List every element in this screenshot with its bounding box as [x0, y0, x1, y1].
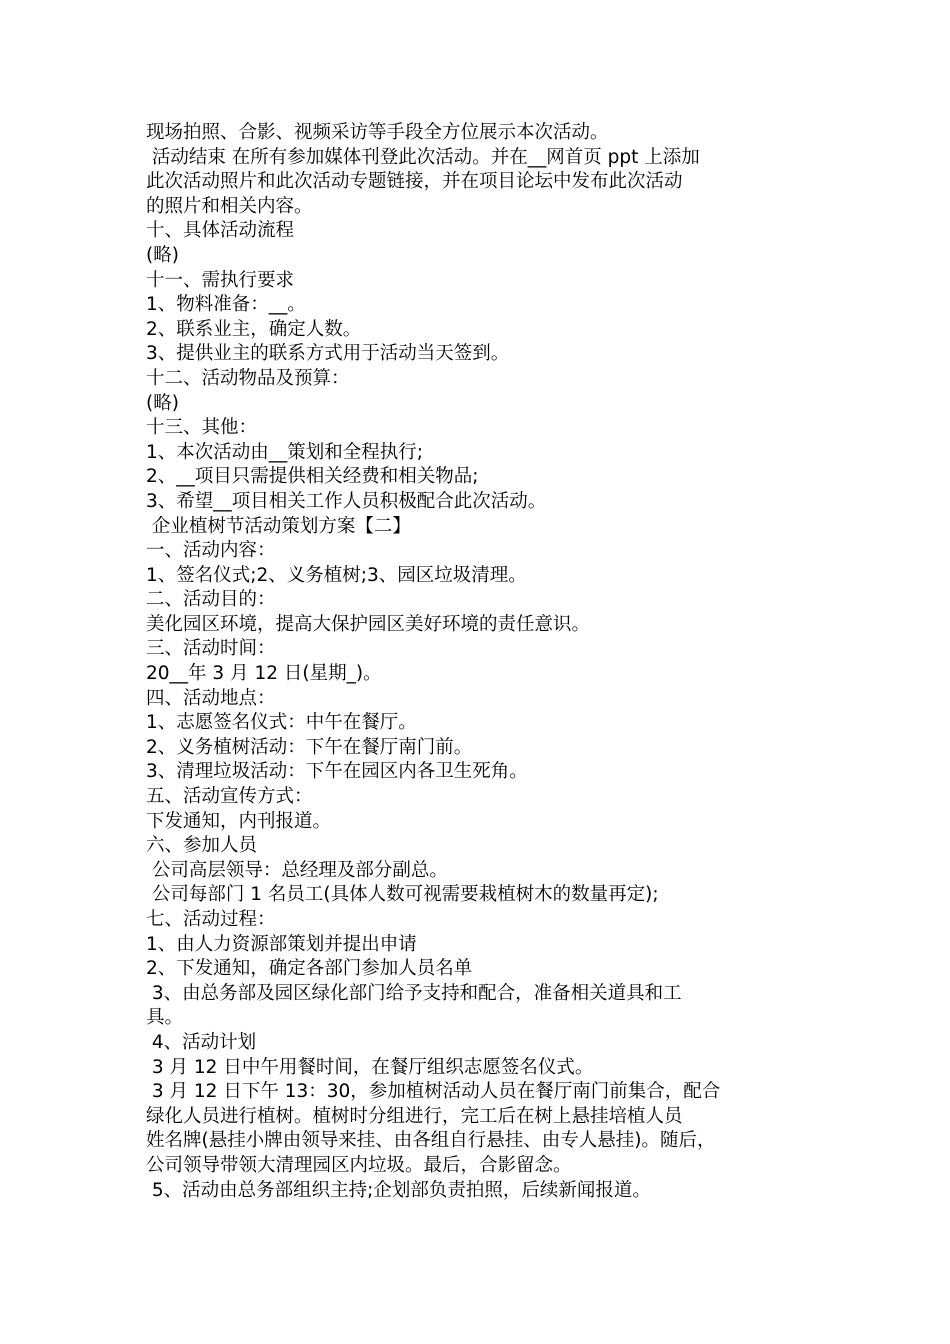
section-heading: 五、活动宣传方式： — [146, 786, 313, 808]
list-item: 1、志愿签名仪式：中午在餐厅。 — [146, 712, 417, 734]
text-line: 具。 — [146, 1007, 184, 1029]
list-item: 1、本次活动由__策划和全程执行; — [146, 441, 424, 463]
section-heading: 四、活动地点： — [146, 687, 276, 709]
section-heading: 十一、需执行要求 — [146, 269, 295, 291]
section-heading: 一、活动内容： — [146, 540, 276, 562]
list-item: 3、提供业主的联系方式用于活动当天签到。 — [146, 343, 510, 365]
text-line: 绿化人员进行植树。植树时分组进行，完工后在树上悬挂培植人员 — [146, 1105, 683, 1127]
section-heading: 十、具体活动流程 — [146, 220, 295, 242]
list-item: 4、活动计划 — [146, 1031, 257, 1053]
text-line: 公司领导带领大清理园区内垃圾。最后，合影留念。 — [146, 1154, 572, 1176]
section-heading: 三、活动时间： — [146, 638, 276, 660]
text-line: 3 月 12 日中午用餐时间，在餐厅组织志愿签名仪式。 — [146, 1056, 594, 1078]
text-line: (略) — [146, 392, 179, 414]
section-heading: 七、活动过程： — [146, 909, 276, 930]
list-item: 2、下发通知，确定各部门参加人员名单 — [146, 958, 473, 980]
text-line: 3 月 12 日下午 13：30，参加植树活动人员在餐厅南门前集合，配合 — [146, 1081, 721, 1103]
text-line: 现场拍照、合影、视频采访等手段全方位展示本次活动。 — [146, 122, 609, 143]
section-heading: 六、参加人员 — [146, 835, 258, 857]
text-line: 公司高层领导：总经理及部分副总。 — [146, 859, 448, 881]
text-line: (略) — [146, 244, 179, 266]
text-line: 1、签名仪式;2、义务植树;3、园区垃圾清理。 — [146, 564, 527, 586]
text-line: 此次活动照片和此次活动专题链接，并在项目论坛中发布此次活动 — [146, 171, 683, 193]
text-line: 公司每部门 1 名员工(具体人数可视需要栽植树木的数量再定); — [146, 884, 659, 906]
section-heading: 十三、其他： — [146, 417, 258, 439]
text-line: 20__年 3 月 12 日(星期_)。 — [146, 663, 382, 685]
list-item: 1、由人力资源部策划并提出申请 — [146, 933, 417, 955]
document-title: 企业植树节活动策划方案【二】 — [146, 515, 411, 537]
text-line: 姓名牌(悬挂小牌由领导来挂、由各组自行悬挂、由专人悬挂)。随后， — [146, 1130, 716, 1152]
text-line: 活动结束 在所有参加媒体刊登此次活动。并在__网首页 ppt 上添加 — [146, 146, 700, 168]
list-item: 2、义务植树活动：下午在餐厅南门前。 — [146, 736, 473, 758]
text-line: 美化园区环境，提高大保护园区美好环境的责任意识。 — [146, 613, 591, 635]
list-item: 2、联系业主，确定人数。 — [146, 318, 362, 340]
text-line: 下发通知，内刊报道。 — [146, 810, 332, 832]
list-item: 3、由总务部及园区绿化部门给予支持和配合，准备相关道具和工 — [146, 982, 682, 1004]
section-heading: 二、活动目的： — [146, 589, 276, 611]
list-item: 1、物料准备：__。 — [146, 294, 306, 316]
list-item: 5、活动由总务部组织主持;企划部负责拍照，后续新闻报道。 — [146, 1179, 651, 1201]
section-heading: 十二、活动物品及预算： — [146, 367, 350, 389]
list-item: 3、希望__项目相关工作人员积极配合此次活动。 — [146, 490, 547, 512]
list-item: 2、__项目只需提供相关经费和相关物品; — [146, 466, 479, 488]
list-item: 3、清理垃圾活动：下午在园区内各卫生死角。 — [146, 761, 528, 783]
document-body — [146, 121, 818, 1203]
text-line: 的照片和相关内容。 — [146, 195, 313, 217]
